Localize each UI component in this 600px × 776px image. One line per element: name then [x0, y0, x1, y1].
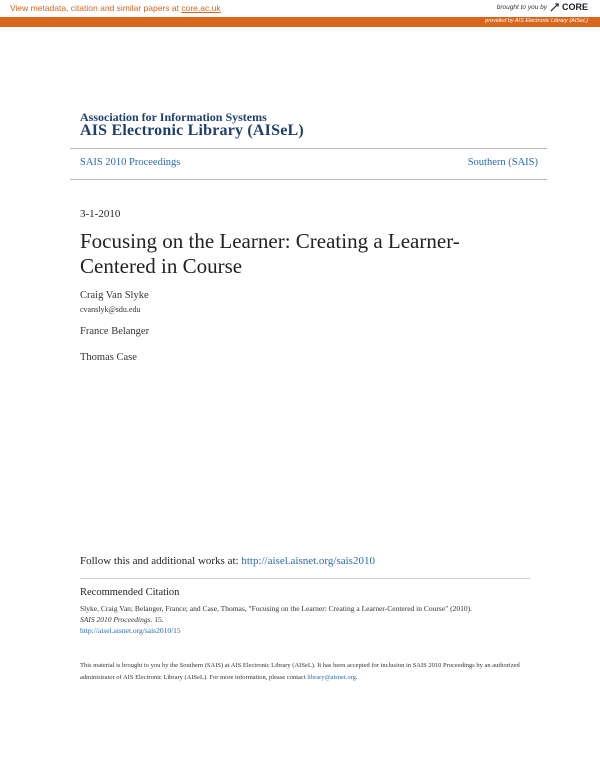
citation-link[interactable]: http://aisel.aisnet.org/sais2010/15 — [80, 626, 181, 635]
breadcrumb-southern[interactable]: Southern (SAIS) — [467, 157, 538, 168]
divider-bottom — [70, 179, 547, 180]
author-name: Thomas Case — [80, 352, 137, 363]
contact-email-link[interactable]: library@aisnet.org — [307, 674, 356, 681]
breadcrumb-proceedings[interactable]: SAIS 2010 Proceedings — [80, 157, 181, 168]
core-link-prefix: View metadata, citation and similar papers at — [10, 3, 182, 13]
core-bar — [0, 0, 600, 27]
follow-link[interactable]: http://aisel.aisnet.org/sais2010 — [241, 555, 375, 567]
core-brand[interactable] — [497, 2, 588, 12]
author-email[interactable]: cvanslyk@sdu.edu — [80, 305, 141, 314]
core-link-domain[interactable]: core.ac.uk — [181, 3, 221, 13]
divider-top — [70, 148, 547, 149]
library-name[interactable]: AIS Electronic Library (AISeL) — [80, 122, 304, 139]
follow-line — [80, 555, 375, 567]
provided-by-text: provided by AIS Electronic Library (AISeL) — [485, 18, 588, 24]
citation-text: Slyke, Craig Van; Belanger, France; and Case, Thomas, "Focusing on the Learner: Creating a Learner-Centered in Course" (2010). — [80, 604, 472, 613]
core-metadata-link[interactable] — [10, 3, 221, 13]
association-name[interactable]: Association for Information Systems — [80, 110, 267, 124]
author-name: France Belanger — [80, 326, 150, 337]
citation-number: . 15. — [150, 615, 164, 624]
author-name: Craig Van Slyke — [80, 290, 149, 301]
recommended-citation — [80, 603, 530, 636]
brought-by-text: brought to you by — [496, 3, 547, 11]
core-logo: CORE — [561, 2, 588, 12]
footer-text: This material is brought to you by the Southern (SAIS) at AIS Electronic Library (AISeL). It has been accepted for inclusion in SAIS 2010 Proceedings by an authorized administrator of AIS Electronic Library (AISeL). For more information, please contact — [80, 662, 520, 681]
follow-text: Follow this and additional works at: — [80, 555, 242, 567]
footer-end: . — [355, 674, 358, 681]
footer-note — [80, 660, 530, 684]
article-title: Focusing on the Learner: Creating a Learner-Centered in Course — [80, 229, 460, 278]
divider-citation — [80, 578, 530, 579]
citation-proceedings: SAIS 2010 Proceedings — [80, 615, 151, 624]
recommended-citation-heading: Recommended Citation — [80, 587, 180, 598]
publication-date: 3-1-2010 — [80, 208, 121, 220]
core-arrow-icon — [550, 3, 559, 12]
